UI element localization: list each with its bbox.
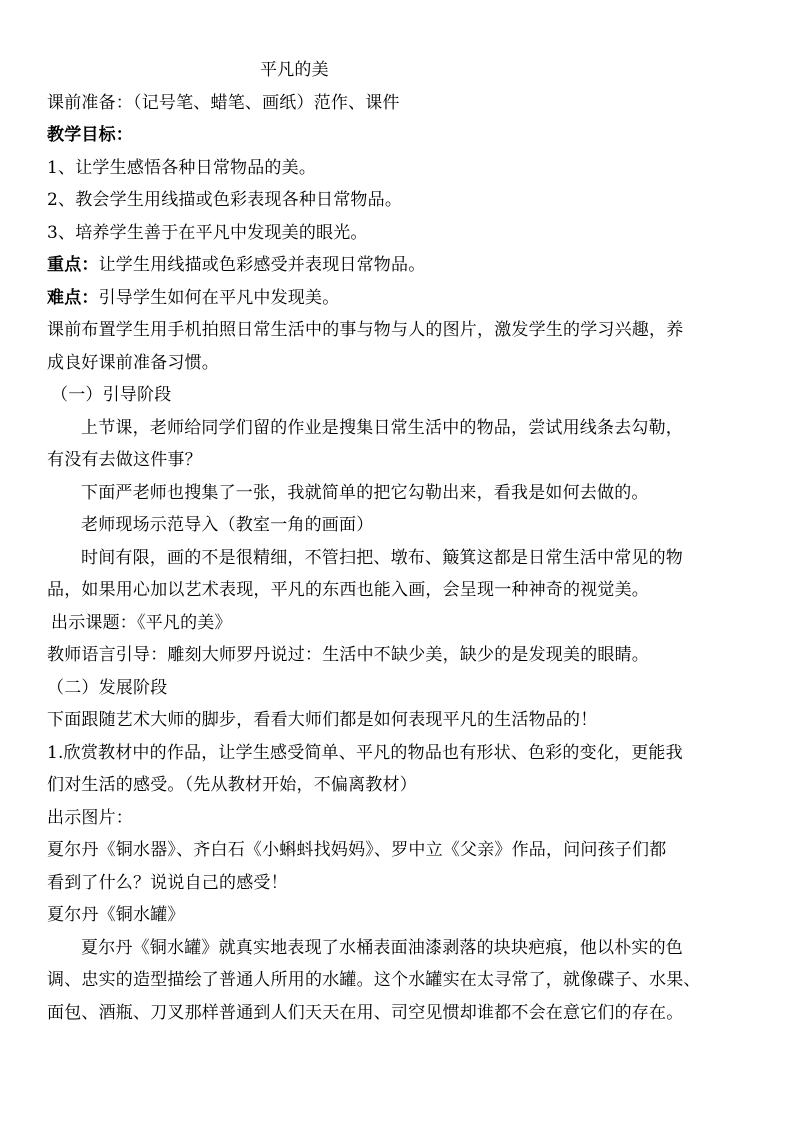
prep-line: 课前准备：（记号笔、蜡笔、画纸）范作、课件: [47, 92, 400, 113]
difficulty-label: 难点：: [47, 287, 99, 308]
preclass-text: 课前布置学生用手机拍照日常生活中的事与物与人的图片，激发学生的学习兴趣，养: [47, 320, 684, 340]
objectives-heading: 教学目标：: [47, 125, 133, 145]
stage2-heading: （二）发展阶段: [47, 677, 168, 698]
stage1-quote: 教师语言引导：雕刻大师罗丹说过：生活中不缺少美，缺少的是发现美的眼睛。: [47, 645, 649, 665]
stage2-works: 夏尔丹《铜水器》、齐白石《小蝌蚪找妈妈》、罗中立《父亲》作品，问问孩子们都: [47, 840, 667, 860]
objective-item: 1、让学生感悟各种日常物品的美。: [47, 157, 317, 178]
stage2-description: 夏尔丹《铜水罐》就真实地表现了水桶表面油漆剥落的块块疤痕，他以朴实的色: [81, 937, 683, 958]
document-title: 平凡的美: [260, 60, 329, 80]
key-point-label: 重点：: [47, 255, 99, 275]
stage2-description: 调、忠实的造型描绘了普通人所用的水罐。这个水罐实在太寻常了，就像碟子、水果、: [47, 970, 701, 990]
stage2-item: 们对生活的感受。（先从教材开始，不偏离教材）: [47, 775, 417, 795]
stage1-paragraph: 品，如果用心加以艺术表现，平凡的东西也能入画，会呈现一种神奇的视觉美。: [47, 580, 649, 600]
difficulty-line: [47, 282, 753, 315]
stage2-intro: 下面跟随艺术大师的脚步，看看大师们都是如何表现平凡的生活物品的！: [47, 710, 598, 730]
stage2-works: 看到了什么？说说自己的感受！: [47, 872, 288, 893]
stage2-show: 出示图片：: [47, 807, 133, 828]
stage1-paragraph: 下面严老师也搜集了一张，我就简单的把它勾勒出来，看我是如何去做的。: [81, 482, 649, 503]
stage1-paragraph: 时间有限，画的不是很精细，不管扫把、墩布、簸箕这都是日常生活中常见的物: [81, 547, 683, 568]
difficulty-text: 引导学生如何在平凡中发现美。: [98, 287, 340, 308]
stage2-description: 面包、酒瓶、刀叉那样普通到人们天天在用、司空见惯却谁都不会在意它们的存在。: [47, 1002, 684, 1023]
preclass-text: 成良好课前准备习惯。: [47, 352, 219, 373]
document-page: [47, 54, 753, 1029]
key-point-line: [47, 249, 753, 282]
stage1-topic: 出示课题：《平凡的美》: [51, 612, 232, 633]
stage1-paragraph: 老师现场示范导入（教室一角的画面）: [81, 515, 374, 535]
stage1-paragraph: 上节课，老师给同学们留的作业是搜集日常生活中的物品，尝试用线条去勾勒，: [81, 417, 683, 438]
objective-item: 3、培养学生善于在平凡中发现美的眼光。: [47, 222, 368, 243]
objective-item: 2、教会学生用线描或色彩表现各种日常物品。: [47, 190, 403, 210]
stage2-work-title: 夏尔丹《铜水罐》: [47, 905, 185, 925]
stage2-item: 1.欣赏教材中的作品，让学生感受简单、平凡的物品也有形状、色彩的变化，更能我: [47, 742, 683, 763]
key-point-text: 让学生用线描或色彩感受并表现日常物品。: [98, 255, 426, 275]
stage1-paragraph: 有没有去做这件事？: [47, 450, 202, 470]
stage1-heading: （一）引导阶段: [51, 385, 172, 405]
